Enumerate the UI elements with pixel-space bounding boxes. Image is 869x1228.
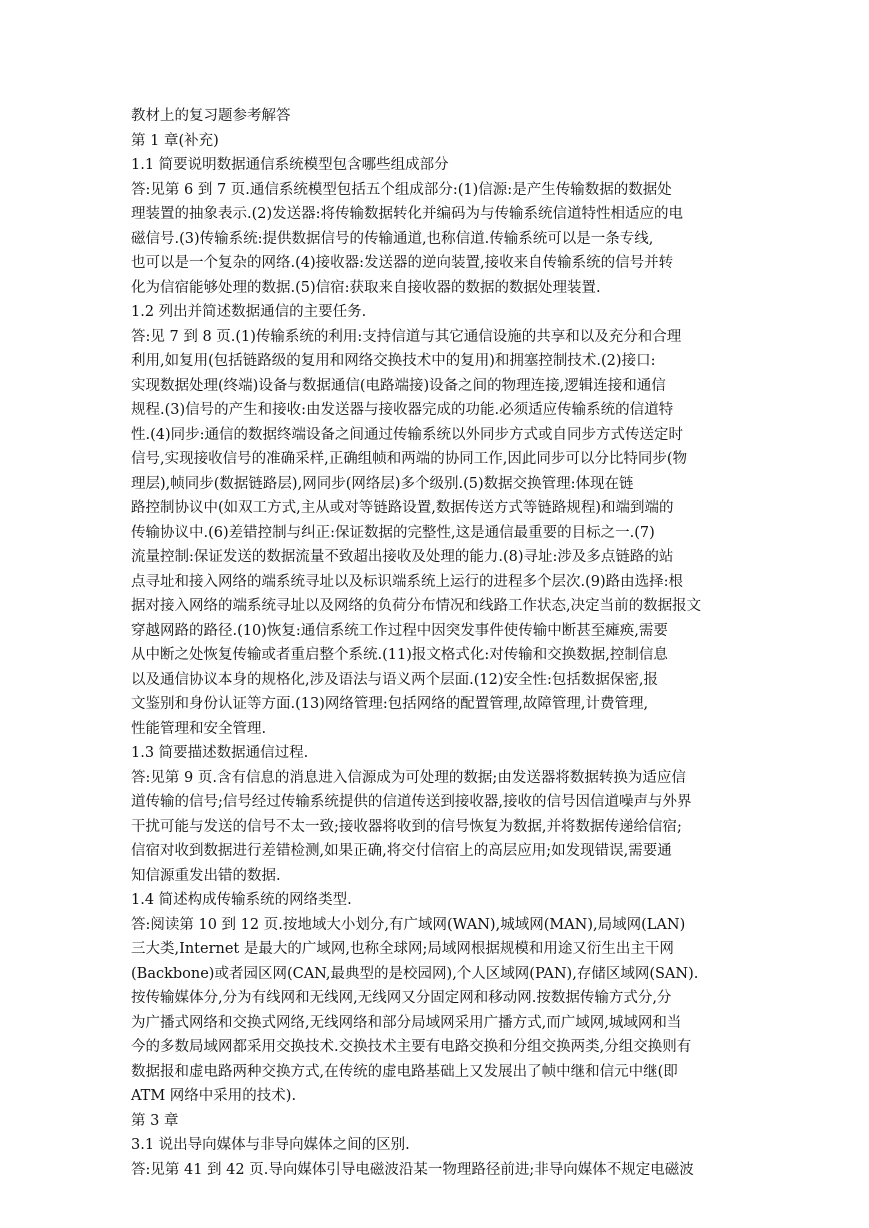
text-line: 道传输的信号;信号经过传输系统提供的信道传送到接收器,接收的信号因信道噪声与外界 bbox=[131, 794, 692, 810]
text-line: ATM 网络中采用的技术). bbox=[131, 1088, 297, 1104]
text-line: 答:见第 6 到 7 页.通信系统模型包括五个组成部分:(1)信源:是产生传输数据的数据处 bbox=[131, 181, 672, 198]
chapter-heading: 第 1 章(补充) bbox=[131, 132, 219, 149]
text-line: 也可以是一个复杂的网络.(4)接收器:发送器的逆向装置,接收来自传输系统的信号并转 bbox=[131, 255, 674, 271]
text-line: 磁信号.(3)传输系统:提供数据信号的传输通道,也称信道.传输系统可以是一条专线, bbox=[131, 230, 654, 247]
text-line: 文鉴别和身份认证等方面.(13)网络管理:包括网络的配置管理,故障管理,计费管理, bbox=[131, 696, 649, 712]
text-line: 知信源重发出错的数据. bbox=[131, 867, 281, 884]
text-line: 答:见第 41 到 42 页.导向媒体引导电磁波沿某一物理路径前进;非导向媒体不规定电磁波 bbox=[131, 1161, 694, 1178]
text-line: 答:阅读第 10 到 12 页.按地域大小划分,有广域网(WAN),城域网(MAN),局域网(LAN) bbox=[131, 916, 686, 933]
text-line: 从中断之处恢复传输或者重启整个系统.(11)报文格式化:对传输和交换数据,控制信息 bbox=[131, 647, 668, 663]
doc-title: 教材上的复习题参考解答 bbox=[131, 108, 291, 124]
question-heading: 3.1 说出导向媒体与非导向媒体之间的区别. bbox=[131, 1137, 410, 1153]
text-line: 答:见 7 到 8 页.(1)传输系统的利用:支持信道与其它通信设施的共享和以及充分和合理 bbox=[131, 328, 682, 345]
question-heading: 1.1 简要说明数据通信系统模型包含哪些组成部分 bbox=[131, 157, 449, 173]
text-line: 信号,实现接收信号的准确采样,正确组帧和两端的协同工作,因此同步可以分比特同步(物 bbox=[131, 451, 687, 467]
text-line: 答:见第 9 页.含有信息的消息进入信源成为可处理的数据;由发送器将数据转换为适应信 bbox=[131, 769, 686, 786]
text-line: 三大类,Internet 是最大的广域网,也称全球网;局域网根据规模和用途又衍生出主干网 bbox=[131, 941, 674, 957]
text-line: 穿越网路的路径.(10)恢复:通信系统工作过程中因突发事件使传输中断甚至瘫痪,需要 bbox=[131, 622, 668, 639]
text-line: 信宿对收到数据进行差错检测,如果正确,将交付信宿上的高层应用;如发现错误,需要通 bbox=[131, 843, 672, 859]
text-line: 化为信宿能够处理的数据.(5)信宿:获取来自接收器的数据的数据处理装置. bbox=[131, 279, 601, 296]
text-line: 理层),帧同步(数据链路层),网同步(网络层)多个级别.(5)数据交换管理:体现在链 bbox=[131, 475, 634, 492]
text-line: 实现数据处理(终端)设备与数据通信(电路端接)设备之间的物理连接,逻辑连接和通信 bbox=[131, 377, 666, 394]
chapter-heading: 第 3 章 bbox=[131, 1112, 179, 1129]
text-line: 按传输媒体分,分为有线网和无线网,无线网又分固定网和移动网.按数据传输方式分,分 bbox=[131, 990, 672, 1006]
text-line: 今的多数局域网都采用交换技术.交换技术主要有电路交换和分组交换两类,分组交换则有 bbox=[131, 1039, 692, 1055]
text-line: 点寻址和接入网络的端系统寻址以及标识端系统上运行的进程多个层次.(9)路由选择:根 bbox=[131, 573, 684, 590]
text-line: 以及通信协议本身的规格化,涉及语法与语义两个层面.(12)安全性:包括数据保密,报 bbox=[131, 671, 658, 688]
text-line: 据对接入网络的端系统寻址以及网络的负荷分布情况和线路工作状态,决定当前的数据报文 bbox=[131, 598, 702, 614]
text-line: 理装置的抽象表示.(2)发送器:将传输数据转化并编码为与传输系统信道特性相适应的电 bbox=[131, 206, 684, 222]
text-line: 数据报和虚电路两种交换方式,在传统的虚电路基础上又发展出了帧中继和信元中继(即 bbox=[131, 1063, 678, 1080]
text-line: 流量控制:保证发送的数据流量不致超出接收及处理的能力.(8)寻址:涉及多点链路的站 bbox=[131, 549, 674, 565]
text-line: (Backbone)或者园区网(CAN,最典型的是校园网),个人区域网(PAN),存储区域网(SAN). bbox=[131, 965, 699, 982]
text-line: 干扰可能与发送的信号不太一致;接收器将收到的信号恢复为数据,并将数据传递给信宿; bbox=[131, 818, 682, 835]
text-line: 性.(4)同步:通信的数据终端设备之间通过传输系统以外同步方式或自同步方式传送定时 bbox=[131, 426, 684, 443]
text-line: 传输协议中.(6)差错控制与纠正:保证数据的完整性,这是通信最重要的目标之一.(7) bbox=[131, 524, 655, 541]
question-heading: 1.2 列出并简述数据通信的主要任务. bbox=[131, 304, 367, 320]
text-line: 利用,如复用(包括链路级的复用和网络交换技术中的复用)和拥塞控制技术.(2)接口: bbox=[131, 353, 656, 369]
text-line: 规程.(3)信号的产生和接收:由发送器与接收器完成的功能.必须适应传输系统的信道特 bbox=[131, 402, 674, 418]
document-body bbox=[131, 104, 751, 1182]
question-heading: 1.3 简要描述数据通信过程. bbox=[131, 745, 309, 761]
text-line: 路控制协议中(如双工方式,主从或对等链路设置,数据传送方式等链路规程)和端到端的 bbox=[131, 500, 674, 516]
text-line: 为广播式网络和交换式网络,无线网络和部分局域网采用广播方式,而广域网,城域网和当 bbox=[131, 1014, 682, 1031]
question-heading: 1.4 简述构成传输系统的网络类型. bbox=[131, 892, 352, 908]
text-line: 性能管理和安全管理. bbox=[131, 720, 267, 737]
